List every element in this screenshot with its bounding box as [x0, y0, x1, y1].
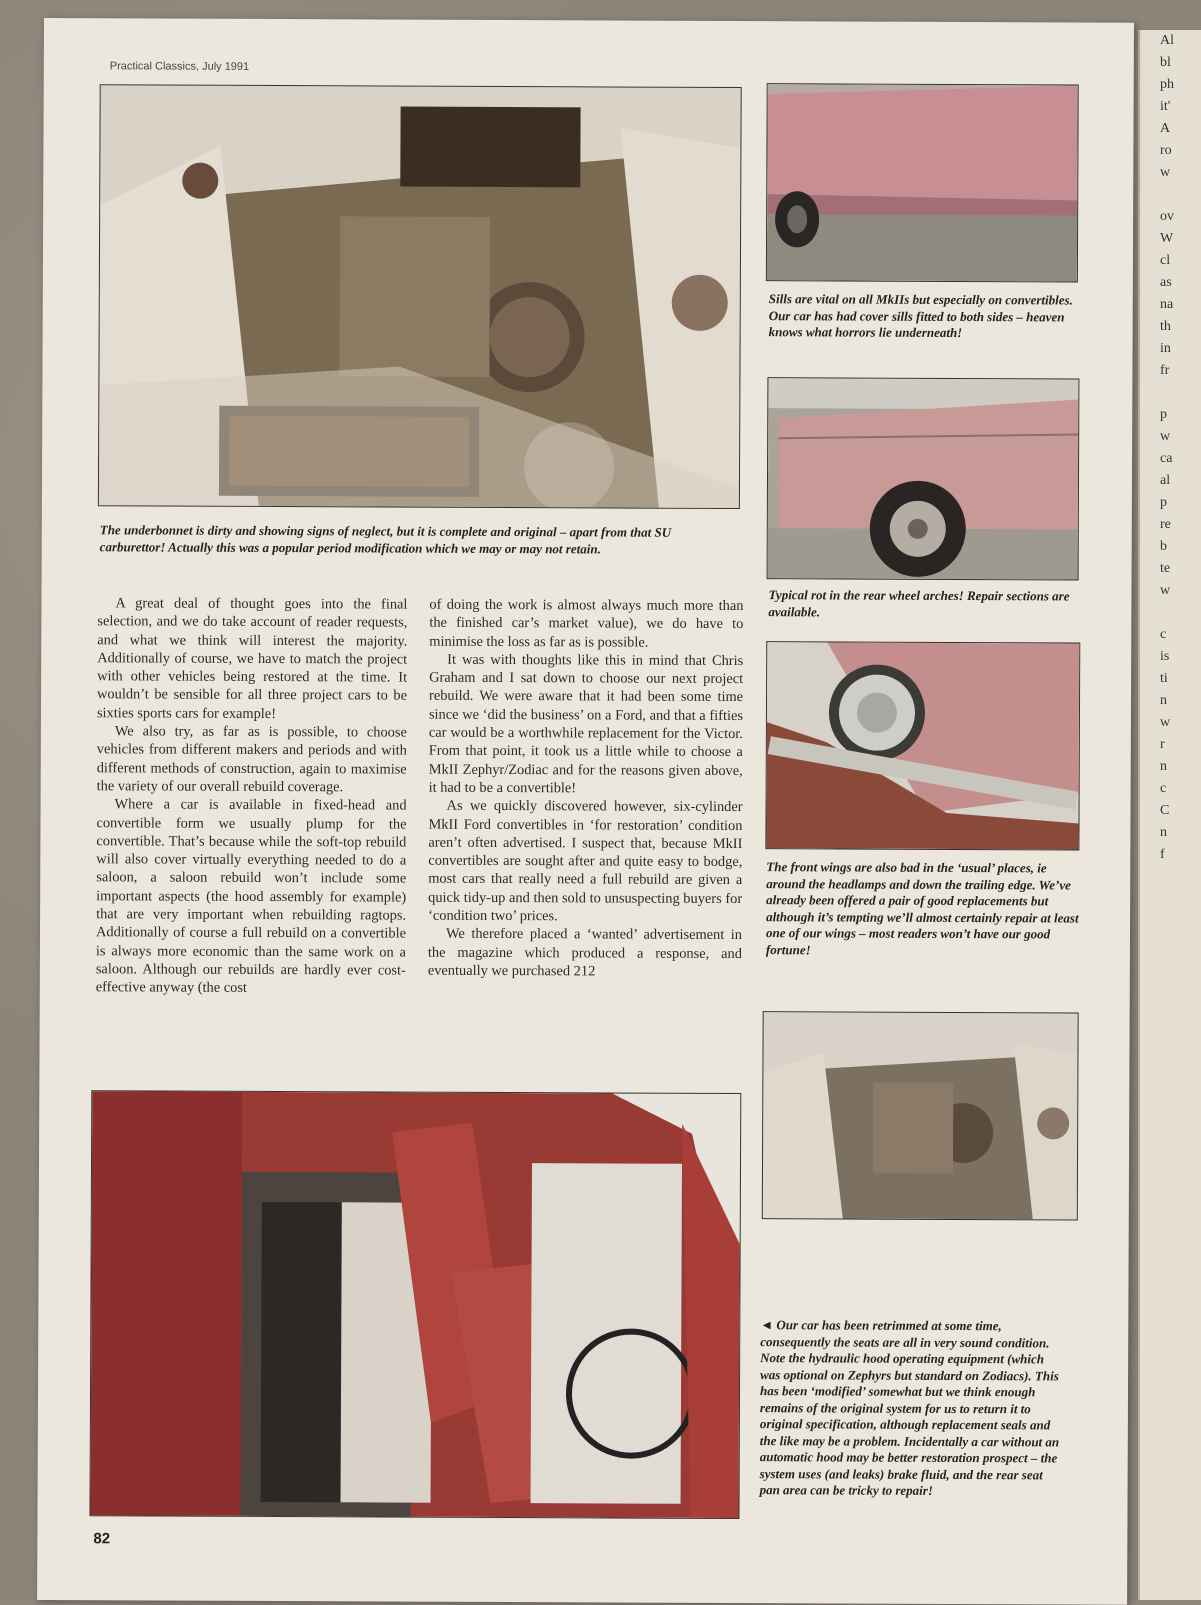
body-column-2 — [428, 596, 744, 982]
facing-page-fragment: te — [1160, 561, 1171, 576]
facing-page-fragment: as — [1160, 275, 1172, 290]
facing-page-fragment: w — [1160, 715, 1171, 730]
facing-page-fragment: r — [1160, 737, 1165, 752]
caption-front-wings: The front wings are also bad in the ‘usual’ places, ie around the headlamps and down the trailing edge. We’ve already been offered a pair of good replacements but although it’s tempting we’ll almost certainly repair at least one of our wings – most readers won’t have our good fortune! — [765, 859, 1079, 957]
facing-page-fragment: fr — [1160, 363, 1170, 378]
facing-page-fragment: w — [1160, 583, 1171, 598]
photo-front-wings — [765, 641, 1080, 850]
magazine-page — [37, 18, 1134, 1605]
caption-rear-arches: Typical rot in the rear wheel arches! Repair sections are available. — [768, 587, 1070, 619]
body-paragraph: of doing the work is almost always much more than the finished car’s market value), we do have to minimise the loss as far as is possible. — [429, 596, 744, 651]
facing-page-fragment: ph — [1160, 77, 1174, 92]
body-paragraph: A great deal of thought goes into the final selection, and we do take account of reader requests, and what we think will interest the majority. Additionally of course, we have to match the project with other vehicles being restored at the time. It wouldn’t be sensible for all three project cars to be sixties sports cars for example! — [96, 595, 408, 722]
facing-page-fragment: W — [1160, 231, 1174, 246]
facing-page-fragment: re — [1160, 517, 1171, 532]
facing-page-fragment: in — [1160, 341, 1171, 356]
facing-page-fragment: w — [1160, 429, 1171, 444]
facing-page-fragment — [1160, 602, 1201, 624]
facing-page-fragment: n — [1160, 693, 1167, 708]
photo-interior — [89, 1090, 741, 1519]
facing-page-fragment: C — [1160, 803, 1170, 818]
running-head: Practical Classics, July 1991 — [109, 60, 250, 73]
facing-page-fragment: it' — [1160, 99, 1171, 114]
body-paragraph: Where a car is available in fixed-head and convertible form we usually plump for the convertible. That’s because while the soft-top rebuild will also cover virtually everything needed to do a saloon, a saloon rebuild won’t include some important aspects (the hood assembly for example) that are very important when rebuilding ragtops. Additionally of course a full rebuild on a convertible is always more economic than the same work on a saloon. Although our rebuilds are hardly ever cost-effective anyway (the cost — [95, 796, 407, 997]
facing-page-fragment: c — [1160, 627, 1167, 642]
facing-page-fragment: cl — [1160, 253, 1171, 268]
facing-page-fragment: is — [1160, 649, 1170, 664]
facing-page-fragment: ti — [1160, 671, 1168, 686]
body-paragraph: We also try, as far as is possible, to choose vehicles from different makers and periods and with different methods of construction, again to maximise the variety of our overall rebuild coverage. — [96, 723, 407, 796]
photo-sills — [766, 83, 1079, 282]
caption-underbonnet: The underbonnet is dirty and showing signs of neglect, but it is complete and original – apart from that SU carburettor! Actually this was a popular period modification which we may or may not retain. — [99, 522, 672, 556]
facing-page-fragment: ov — [1160, 209, 1174, 224]
facing-page-fragment: th — [1160, 319, 1171, 334]
facing-page-fragment — [1160, 382, 1201, 404]
facing-page-fragment: Al — [1160, 33, 1174, 48]
facing-page-fragment: b — [1160, 539, 1167, 554]
body-paragraph: We therefore placed a ‘wanted’ advertisement in the magazine which produced a response, and eventually we purchased 212 — [427, 926, 743, 980]
facing-page-fragment: w — [1160, 165, 1171, 180]
body-paragraph: As we quickly discovered however, six-cylinder MkII Ford convertibles in ‘for restoration’ condition aren’t often advertised. I suspect that, because MkII convertibles are sought after and quite easy to bodge, most cars that really need a full rebuild are given a quick tidy-up and then sold to unsuspecting buyers for ‘condition two’ prices. — [428, 798, 743, 925]
facing-page-fragment: c — [1160, 781, 1167, 796]
facing-page-fragment: al — [1160, 473, 1171, 488]
caption-interior: ◄ Our car has been retrimmed at some time, consequently the seats are all in very sound condition. Note the hydraulic hood operating equipment (which was optional on Zephyrs but standard on Zodiacs). This has been ‘modified’ somewhat but we think enough remains of the original system for us to return it to original specification, although replacement seals and the like may be a problem. Incidentally a car without an automatic hood may be better restoration prospect – the system uses (and leaks) brake fluid, and the rear seat pan area can be tricky to repair! — [759, 1317, 1060, 1498]
facing-page-fragment: bl — [1160, 55, 1171, 70]
body-column-1 — [96, 594, 408, 998]
facing-page-fragment: ro — [1160, 143, 1172, 158]
photo-underbonnet — [98, 84, 742, 509]
facing-page-fragment: A — [1160, 121, 1171, 136]
facing-page-fragment: p — [1160, 407, 1167, 422]
facing-page-fragment — [1160, 184, 1201, 206]
page-number: 82 — [93, 1530, 111, 1548]
photo-rear-arch — [767, 377, 1080, 580]
photo-engine-bay-small — [762, 1011, 1079, 1220]
facing-page-fragment: n — [1160, 825, 1167, 840]
facing-page-fragment: f — [1160, 847, 1165, 862]
body-paragraph: It was with thoughts like this in mind that Chris Graham and I sat down to choose our next project rebuild. We were aware that it had been some time since we ‘did the business’ on a Ford, and that a fifties car would be a worthwhile replacement for the Victor. From that point, it took us a little while to choose a MkII Zephyr/Zodiac and for the reasons given above, it had to be a convertible! — [428, 651, 744, 797]
facing-page-fragment: na — [1160, 297, 1174, 312]
caption-sills: Sills are vital on all MkIIs but especially on convertibles. Our car has had cover sills fitted to both sides – heaven knows what horrors lie underneath! — [768, 291, 1073, 341]
facing-page-fragment: n — [1160, 759, 1167, 774]
facing-page-fragment: p — [1160, 495, 1167, 510]
facing-page-fragment: ca — [1160, 451, 1173, 466]
facing-page-edge — [1138, 30, 1201, 1600]
